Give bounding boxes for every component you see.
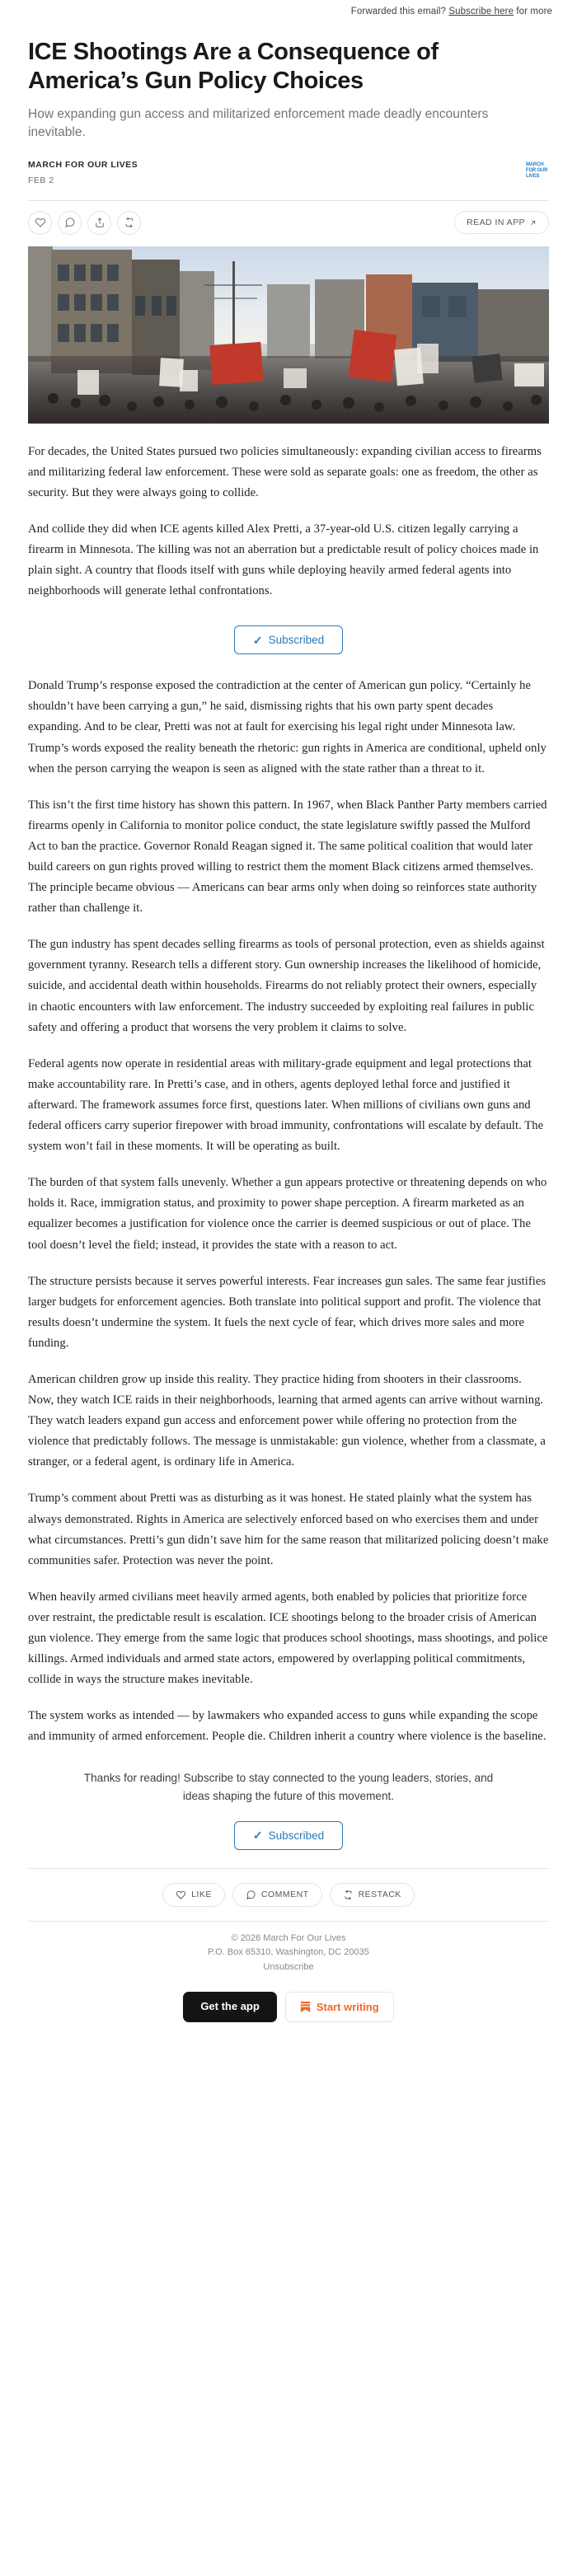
protest-sign: [349, 330, 397, 382]
paragraph: Trump’s comment about Pretti was as disturbing as it was honest. He stated plainly what the system has always demonstrated. Rights in America are selectively enforced based on who exercises them and under what circumstances. Pretti’s gun didn’t save him for the same reason that militarized policing doesn’t make communities safer. Protection was never the point.: [28, 1492, 549, 1567]
hero-building: [28, 246, 53, 362]
hero-image[interactable]: [28, 246, 549, 424]
restack-icon: [124, 217, 135, 228]
start-writing-button[interactable]: [285, 1992, 394, 2022]
article-header: [0, 16, 577, 201]
footer-comment-label: COMMENT: [260, 1890, 309, 1899]
forwarded-prefix: Forwarded this email?: [350, 7, 447, 16]
legal-block: [0, 1922, 577, 1975]
article-body-top: [0, 424, 577, 602]
comment-icon: [64, 217, 76, 228]
paragraph: When heavily armed civilians meet heavily armed agents, both enabled by policies that prioritize force over restraint, the predictable result is escalation. ICE shootings belong to the broader crisis of American gun violence. They emerge from the same logic that produces school shootings, mass shootings, and police killings. Armed individuals and armed state actors, empowered by overlapping political commitments, collide in ways the structure makes inevitable.: [28, 1590, 548, 1687]
forwarded-suffix: for more: [516, 7, 552, 16]
protest-sign: [417, 344, 439, 373]
subscribed-button[interactable]: [234, 625, 343, 654]
paragraph: For decades, the United States pursued two policies simultaneously: expanding civilian access to firearms and militarizing federal law enforcement. These were sold as separate goals: one as freedom, the other as security. But they were always going to collide.: [28, 444, 542, 499]
logo-line-2: FOR OUR: [526, 167, 548, 173]
closing-subscribed-label: Subscribed: [268, 1829, 325, 1842]
hero-crowd: [28, 356, 549, 424]
paragraph: This isn’t the first time history has shown this pattern. In 1967, when Black Panther Party members carried firearms openly in California to monitor police conduct, the state legislature swiftly passed the Mulford Act to ban the practice. Governor Ronald Reagan signed it. The same political coalition that would later build careers on gun rights proved willing to restrict them the moment Black citizens armed themselves. The principle became obvious — Americans can bear arms only when doing so reinforces state authority rather than challenge it.: [28, 798, 547, 916]
closing-text: Thanks for reading! Subscribe to stay connected to the young leaders, stories, and ideas shaping the future of this movement.: [83, 1772, 494, 1803]
restack-icon: [343, 1890, 354, 1900]
article-action-bar: [0, 201, 577, 246]
check-icon: ✓: [252, 633, 263, 647]
hero-image-wrap: [0, 246, 577, 424]
footer-like-button[interactable]: [162, 1883, 225, 1907]
protest-sign: [209, 341, 263, 384]
protest-sign: [471, 354, 502, 382]
protest-sign: [180, 370, 198, 391]
mailing-address: P.O. Box 65310, Washington, DC 20035: [208, 1947, 369, 1958]
hero-building: [478, 289, 549, 362]
check-icon: ✓: [252, 1829, 263, 1842]
app-cta-row: [0, 1975, 577, 2037]
heart-icon: [35, 217, 46, 228]
footer-action-bar: [0, 1869, 577, 1921]
footer-restack-label: RESTACK: [358, 1890, 401, 1899]
footer-restack-button[interactable]: [330, 1883, 415, 1907]
read-in-app-label: READ IN APP: [467, 218, 525, 228]
forwarded-banner: [0, 0, 577, 16]
heart-icon: [176, 1890, 186, 1900]
paragraph: Federal agents now operate in residential areas with military-grade equipment and legal protections that make accountability rare. In Pretti’s case, and in others, agents deployed lethal force and justified it afterward. The framework assumes force first, questions later. When millions of civilians own guns and federal officers carry superior firepower with broad immunity, confrontations will escalate by default. The system won’t fail in these moments. It will be operating as built.: [28, 1056, 544, 1154]
protest-sign: [77, 370, 99, 395]
paragraph: The structure persists because it serves powerful interests. Fear increases gun sales. The same fear justifies larger budgets for enforcement agencies. Both translate into political support and profit. The violence that results doesn’t undermine the system. It fuels the next cycle of fear, which drives more sales and more funding.: [28, 1274, 547, 1350]
logo-line-3: LIVES: [526, 174, 540, 180]
share-icon: [94, 217, 106, 228]
closing-subscribed-button[interactable]: [234, 1821, 343, 1850]
byline: [28, 160, 549, 200]
page-title: ICE Shootings Are a Consequence of America’s Gun Policy Choices: [28, 39, 439, 94]
start-writing-label: Start writing: [316, 2000, 379, 2013]
substack-bookmark-icon: [300, 2001, 311, 2013]
arrow-up-right-icon: [529, 219, 537, 227]
logo-line-1: MARCH: [526, 162, 544, 167]
subscribe-here-link[interactable]: Subscribe here: [448, 7, 514, 16]
article-subtitle: How expanding gun access and militarized enforcement made deadly encounters inevitable.: [28, 106, 489, 139]
publish-date: FEB 2: [28, 175, 54, 185]
comment-icon: [246, 1890, 256, 1900]
paragraph: The system works as intended — by lawmakers who expanded access to guns while expanding the scope and immunity of armed enforcement. People die. Children inherit a country where violence is the baseline.: [28, 1709, 547, 1744]
hero-building: [180, 271, 214, 370]
paragraph: And collide they did when ICE agents killed Alex Pretti, a 37-year-old U.S. citizen legally carrying a firearm in Minnesota. The killing was not an aberration but a predictable result of policy choices made in plain sight. A country that floods itself with guns while deploying heavily armed federal agents into neighborhoods will generate lethal confrontations.: [28, 522, 539, 598]
closing-subscribe-row: [0, 1806, 577, 1868]
publication-logo[interactable]: [526, 160, 549, 183]
get-the-app-button[interactable]: Get the app: [183, 1992, 277, 2022]
copyright: © 2026 March For Our Lives: [231, 1932, 346, 1943]
article-body-rest: [0, 676, 577, 1747]
inline-subscribe-row: [0, 617, 577, 676]
author-name[interactable]: MARCH FOR OUR LIVES: [28, 159, 138, 170]
paragraph: American children grow up inside this reality. They practice hiding from shooters in their classrooms. Now, they watch ICE raids in their neighborhoods, learning that armed agents can arrive without warning. They watch leaders expand gun access and enforcement power while offering no protection from the violence that predictably follows. The message is unmistakable: gun violence, whether from a classmate, a stranger, or a federal agent, is ordinary life in America.: [28, 1372, 546, 1469]
unsubscribe-link[interactable]: Unsubscribe: [263, 1962, 314, 1973]
paragraph: Donald Trump’s response exposed the contradiction at the center of American gun policy. “Certainly he shouldn’t have been carrying a gun,” he said, dismissing rights that his own party spent decades expanding. And to be clear, Pretti was not at fault for exercising his legal right under Minnesota law. Trump’s words exposed the reality beneath the rhetoric: gun rights in America are conditional, upheld only when the person carrying the weapon is seen as aligned with the state rather than a threat to it.: [28, 679, 547, 775]
share-button[interactable]: [87, 211, 111, 235]
like-button[interactable]: [28, 211, 52, 235]
hero-building: [267, 284, 310, 358]
restack-button[interactable]: [117, 211, 141, 235]
subscribed-label: Subscribed: [268, 634, 325, 647]
protest-sign: [514, 363, 544, 386]
footer-comment-button[interactable]: [232, 1883, 322, 1907]
comment-button[interactable]: [58, 211, 82, 235]
protest-sign: [284, 368, 307, 388]
paragraph: The gun industry has spent decades selling firearms as tools of personal protection, even as shields against government tyranny. Research tells a different story. Gun ownership increases the likelihood of homicide, suicide, and accidental death within households. Firearms do not reliably protect their owners, especially in chaotic encounters with law enforcement. The industry succeeded by exploiting real failures in public safety and offering a product that worsens the very problem it claims to solve.: [28, 938, 545, 1034]
paragraph: The burden of that system falls unevenly. Whether a gun appears protective or threatening depends on who holds it. Race, immigration status, and proximity to power shape perception. A firearm marketed as an equalizer becomes a justification for violence once the carrier is deemed suspicious or out of place. The tool doesn’t level the field; instead, it provides the state with a reason to act.: [28, 1176, 547, 1252]
read-in-app-button[interactable]: [454, 211, 549, 234]
footer-like-label: LIKE: [191, 1890, 212, 1899]
